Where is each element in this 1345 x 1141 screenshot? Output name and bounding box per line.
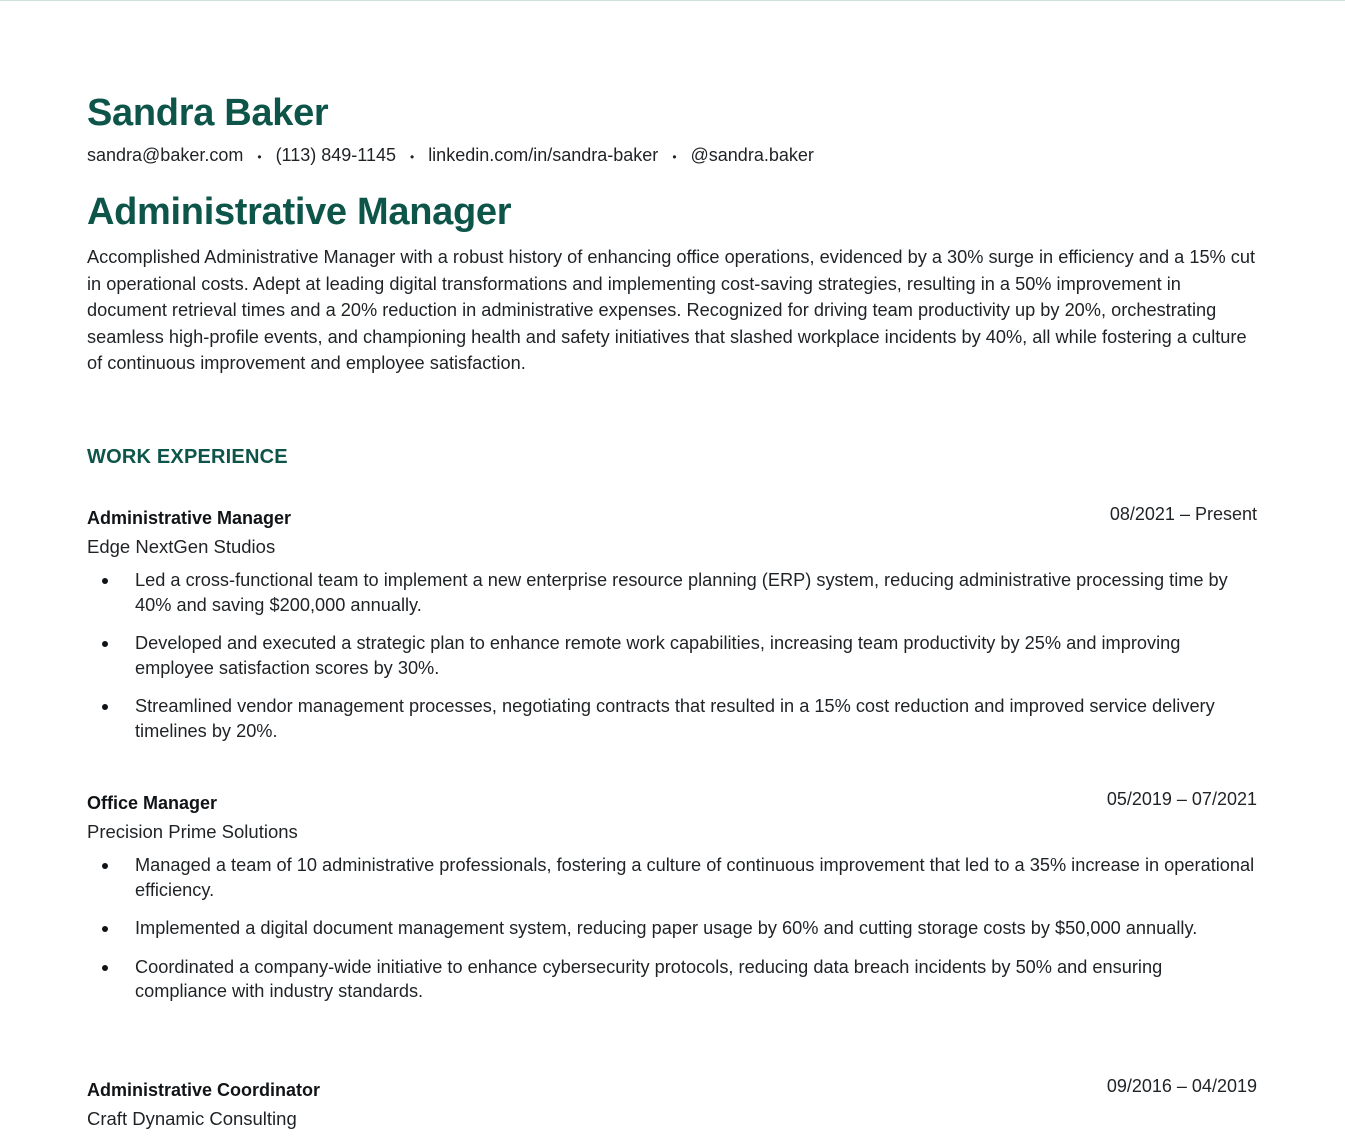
professional-summary: Accomplished Administrative Manager with a robust history of enhancing office operations, evidenced by a 30% surge in efficiency and a 15% cut in operational costs. Adept at leading digital transformations and implementing cost-saving strategies, resulting in a 50% improvement in document retrieval times and a 20% reduction in administrative expenses. Recognized for driving team productivity up by 20%, orchestrating seamless high-profile events, and championing health and safety initiatives that slashed workplace incidents by 40%, all while fostering a culture of continuous improvement and employee satisfaction. xyxy=(87,247,1256,373)
job-bullet-list xyxy=(87,853,1257,1018)
job-bullet-text: Managed a team of 10 administrative professionals, fostering a culture of continuous improvement that led to a 35% increase in operational efficiency. xyxy=(135,855,1255,900)
candidate-name: Sandra Baker xyxy=(87,92,329,134)
job-bullet-text: Streamlined vendor management processes, negotiating contracts that resulted in a 15% cost reduction and improved service delivery timelines by 20%. xyxy=(135,696,1215,741)
job-bullet-text: Led a cross-functional team to implement a new enterprise resource planning (ERP) system, reducing administrative processing time by 40% and saving $200,000 annually. xyxy=(135,570,1228,615)
contact-handle[interactable]: @sandra.baker xyxy=(690,145,814,165)
job-bullet-text: Developed and executed a strategic plan to enhance remote work capabilities, increasing team productivity by 25% and improving employee satisfaction scores by 30%. xyxy=(135,633,1181,678)
job-company: Precision Prime Solutions xyxy=(87,821,298,842)
contact-separator: • xyxy=(257,149,262,164)
section-title-work-experience: WORK EXPERIENCE xyxy=(87,446,288,468)
bullet-dot-icon xyxy=(102,863,108,869)
job-dates: 05/2019 – 07/2021 xyxy=(1106,789,1257,809)
contact-email[interactable]: sandra@baker.com xyxy=(87,145,244,165)
job-bullet xyxy=(87,916,1257,941)
bullet-dot-icon xyxy=(102,965,108,971)
job-bullet-text: Coordinated a company-wide initiative to enhance cybersecurity protocols, reducing data breach incidents by 50% and ensuring compliance with industry standards. xyxy=(135,956,1163,1001)
bullet-dot-icon xyxy=(102,704,108,710)
contact-linkedin[interactable]: linkedin.com/in/sandra-baker xyxy=(428,145,659,165)
contact-separator: • xyxy=(672,149,677,164)
bullet-dot-icon xyxy=(102,578,108,584)
job-dates: 09/2016 – 04/2019 xyxy=(1106,1076,1257,1096)
job-bullet xyxy=(87,694,1257,743)
job-bullet-list xyxy=(87,568,1257,757)
job-title: Administrative Manager xyxy=(87,508,292,528)
job-bullet-text: Implemented a digital document management system, reducing paper usage by 60% and cutting storage costs by $50,000 annually. xyxy=(135,918,1198,938)
job-dates: 08/2021 – Present xyxy=(1109,504,1257,524)
professional-headline: Administrative Manager xyxy=(87,191,512,233)
job-company: Edge NextGen Studios xyxy=(87,536,276,557)
job-title: Office Manager xyxy=(87,793,218,813)
job-bullet xyxy=(87,568,1257,617)
job-bullet xyxy=(87,631,1257,680)
bullet-dot-icon xyxy=(102,926,108,932)
contact-separator: • xyxy=(409,149,415,164)
job-bullet xyxy=(87,955,1257,1004)
contact-line xyxy=(87,145,814,166)
top-divider xyxy=(0,0,1345,1)
contact-phone[interactable]: (113) 849-1145 xyxy=(275,145,396,165)
job-title: Administrative Coordinator xyxy=(87,1080,321,1100)
job-company: Craft Dynamic Consulting xyxy=(87,1108,297,1129)
bullet-dot-icon xyxy=(102,641,108,647)
job-bullet xyxy=(87,853,1257,902)
